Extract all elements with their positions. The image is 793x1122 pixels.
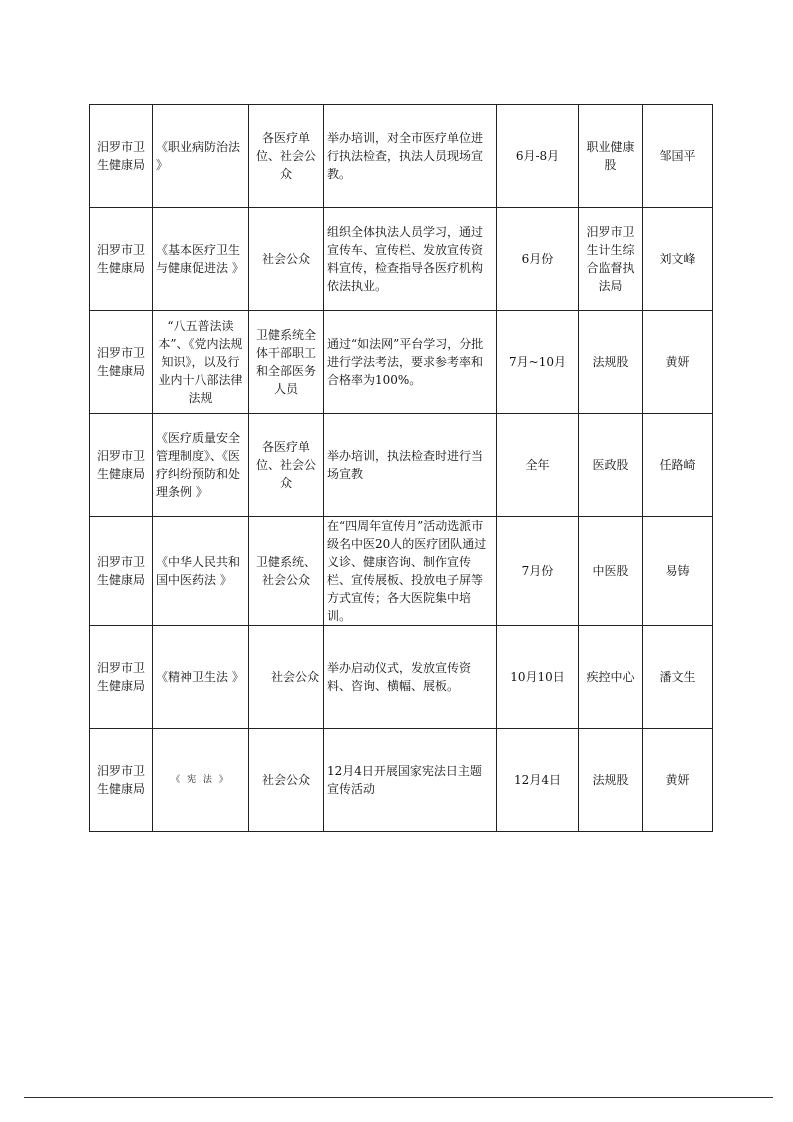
department-cell: 法规股 bbox=[579, 311, 643, 414]
law-name-cell: 《 宪 法 》 bbox=[153, 729, 249, 832]
person-cell: 黄妍 bbox=[643, 729, 713, 832]
activity-cell: 通过“如法网”平台学习，分批进行学法考法，要求参考率和合格率为100%。 bbox=[324, 311, 497, 414]
responsible-unit-cell: 汨罗市卫生健康局 bbox=[90, 517, 153, 626]
table-row bbox=[90, 729, 713, 832]
responsible-unit-cell: 汨罗市卫生健康局 bbox=[90, 626, 153, 729]
law-name-cell: 《精神卫生法 》 bbox=[153, 626, 249, 729]
person-cell: 刘文峰 bbox=[643, 208, 713, 311]
table-row bbox=[90, 414, 713, 517]
department-cell: 汨罗市卫生计生综合监督执法局 bbox=[579, 208, 643, 311]
table-row bbox=[90, 208, 713, 311]
time-cell: 6月份 bbox=[497, 208, 579, 311]
responsible-unit-cell: 汨罗市卫生健康局 bbox=[90, 414, 153, 517]
responsible-unit-cell: 汨罗市卫生健康局 bbox=[90, 729, 153, 832]
person-cell: 邹国平 bbox=[643, 105, 713, 208]
target-audience-cell: 社会公众 bbox=[249, 626, 324, 729]
law-name-cell: 《职业病防治法 》 bbox=[153, 105, 249, 208]
table-row bbox=[90, 626, 713, 729]
time-cell: 7月~10月 bbox=[497, 311, 579, 414]
person-cell: 黄妍 bbox=[643, 311, 713, 414]
target-audience-cell: 各医疗单位、社会公众 bbox=[249, 105, 324, 208]
footer-divider bbox=[24, 1097, 773, 1098]
table-row bbox=[90, 105, 713, 208]
activity-cell: 举办启动仪式，发放宣传资料、咨询、横幅、展板。 bbox=[324, 626, 497, 729]
table-row bbox=[90, 311, 713, 414]
time-cell: 全年 bbox=[497, 414, 579, 517]
target-audience-cell: 卫健系统、社会公众 bbox=[249, 517, 324, 626]
activity-cell: 12月4日开展国家宪法日主题宣传活动 bbox=[324, 729, 497, 832]
department-cell: 疾控中心 bbox=[579, 626, 643, 729]
table-row bbox=[90, 517, 713, 626]
law-publicity-table bbox=[89, 104, 713, 832]
time-cell: 7月份 bbox=[497, 517, 579, 626]
person-cell: 潘文生 bbox=[643, 626, 713, 729]
activity-cell: 举办培训，执法检查时进行当场宣教 bbox=[324, 414, 497, 517]
law-name-cell: “八五普法读本”、《党内法规知识》，以及行业内十八部法律法规 bbox=[153, 311, 249, 414]
department-cell: 医政股 bbox=[579, 414, 643, 517]
activity-cell: 在“四周年宣传月”活动选派市级名中医20人的医疗团队通过义诊、健康咨询、制作宣传栏、宣传展板、投放电子屏等方式宣传；各大医院集中培训。 bbox=[324, 517, 497, 626]
person-cell: 任路崎 bbox=[643, 414, 713, 517]
time-cell: 10月10日 bbox=[497, 626, 579, 729]
person-cell: 易铸 bbox=[643, 517, 713, 626]
law-name-cell: 《医疗质量安全管理制度》、《医疗纠纷预防和处理条例 》 bbox=[153, 414, 249, 517]
responsible-unit-cell: 汨罗市卫生健康局 bbox=[90, 208, 153, 311]
target-audience-cell: 社会公众 bbox=[249, 208, 324, 311]
target-audience-cell: 各医疗单位、社会公众 bbox=[249, 414, 324, 517]
department-cell: 中医股 bbox=[579, 517, 643, 626]
target-audience-cell: 卫健系统全体干部职工和全部医务人员 bbox=[249, 311, 324, 414]
activity-cell: 举办培训，对全市医疗单位进行执法检查，执法人员现场宣教。 bbox=[324, 105, 497, 208]
law-name-cell: 《基本医疗卫生与健康促进法 》 bbox=[153, 208, 249, 311]
department-cell: 法规股 bbox=[579, 729, 643, 832]
activity-cell: 组织全体执法人员学习，通过宣传车、宣传栏、发放宣传资料宣传，检查指导各医疗机构依法执业。 bbox=[324, 208, 497, 311]
responsible-unit-cell: 汨罗市卫生健康局 bbox=[90, 105, 153, 208]
time-cell: 12月4日 bbox=[497, 729, 579, 832]
time-cell: 6月-8月 bbox=[497, 105, 579, 208]
target-audience-cell: 社会公众 bbox=[249, 729, 324, 832]
responsible-unit-cell: 汨罗市卫生健康局 bbox=[90, 311, 153, 414]
law-name-cell: 《中华人民共和国中医药法 》 bbox=[153, 517, 249, 626]
department-cell: 职业健康股 bbox=[579, 105, 643, 208]
